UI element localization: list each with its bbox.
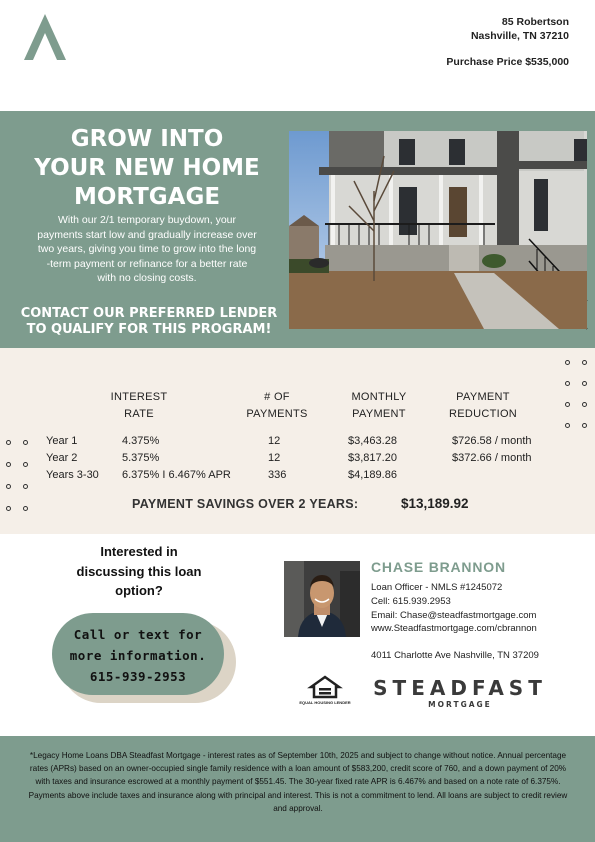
header-text: PAYMENT bbox=[352, 408, 406, 420]
row-label: Year 2 bbox=[46, 452, 78, 464]
address-line-1: 85 Robertson bbox=[501, 16, 569, 28]
pill-line: Call or text for bbox=[73, 627, 203, 642]
hero-body-line: with no closing costs. bbox=[97, 272, 197, 284]
interested-line: Interested in bbox=[100, 544, 178, 559]
row-payments: 12 bbox=[268, 435, 281, 447]
row-payments: 336 bbox=[268, 469, 287, 481]
a-shaped-logo-icon bbox=[24, 14, 66, 60]
property-address bbox=[471, 15, 569, 43]
hero-band bbox=[0, 111, 595, 348]
disclaimer-footer bbox=[0, 736, 595, 842]
hero-title bbox=[12, 125, 282, 212]
row-reduction: $372.66 / month bbox=[452, 452, 532, 464]
hero-title-line: MORTGAGE bbox=[73, 184, 221, 210]
equal-housing-lender-icon bbox=[299, 676, 351, 706]
loan-officer-name: CHASE BRANNON bbox=[371, 559, 506, 575]
cta-line: TO QUALIFY FOR THIS PROGRAM! bbox=[26, 322, 272, 337]
loan-officer-cell[interactable]: Cell: 615.939.2953 bbox=[371, 596, 451, 607]
row-rate: 6.375% I 6.467% APR bbox=[122, 469, 231, 481]
pill-line: more information. bbox=[69, 648, 207, 663]
row-label: Years 3-30 bbox=[46, 469, 99, 481]
eho-label: EQUAL HOUSING LENDER bbox=[299, 700, 351, 705]
header-text: MONTHLY bbox=[351, 391, 407, 403]
loan-officer-email[interactable]: Email: Chase@steadfastmortgage.com bbox=[371, 610, 537, 621]
header-text: PAYMENTS bbox=[246, 408, 308, 420]
phone-number[interactable]: 615-939-2953 bbox=[89, 669, 187, 684]
header-text: PAYMENT bbox=[456, 391, 510, 403]
header-text: INTEREST bbox=[110, 391, 168, 403]
address-line-2: Nashville, TN 37210 bbox=[470, 30, 569, 42]
call-or-text-button[interactable] bbox=[52, 613, 224, 695]
savings-value: $13,189.92 bbox=[401, 496, 469, 511]
hero-title-line: YOUR NEW HOME bbox=[34, 155, 260, 181]
header-payment-reduction bbox=[440, 389, 526, 423]
row-rate: 4.375% bbox=[122, 435, 160, 447]
header-text: REDUCTION bbox=[448, 408, 518, 420]
loan-officer-avatar bbox=[284, 561, 360, 637]
hero-call-to-action bbox=[8, 306, 290, 338]
loan-officer-website[interactable]: www.Steadfastmortgage.com/cbrannon bbox=[371, 623, 537, 634]
row-rate: 5.375% bbox=[122, 452, 160, 464]
header-text: RATE bbox=[124, 408, 154, 420]
row-label: Year 1 bbox=[46, 435, 78, 447]
cta-line: CONTACT OUR PREFERRED LENDER bbox=[20, 306, 278, 321]
row-monthly: $3,817.20 bbox=[348, 452, 397, 464]
rate-table-section bbox=[0, 348, 595, 534]
hero-body-line: two years, giving you time to grow into the long bbox=[37, 243, 257, 255]
row-reduction: $726.58 / month bbox=[452, 435, 532, 447]
row-monthly: $3,463.28 bbox=[348, 435, 397, 447]
row-monthly: $4,189.86 bbox=[348, 469, 397, 481]
header-number-of-payments bbox=[238, 389, 316, 423]
interested-heading bbox=[52, 542, 226, 601]
header-monthly-payment bbox=[340, 389, 418, 423]
header-text: # OF bbox=[264, 391, 290, 403]
hero-body-line: With our 2/1 temporary buydown, your bbox=[58, 214, 236, 226]
loan-officer-title: Loan Officer - NMLS #1245072 bbox=[371, 582, 503, 593]
steadfast-logo bbox=[370, 677, 550, 709]
header-interest-rate bbox=[100, 389, 178, 423]
purchase-price: Purchase Price $535,000 bbox=[446, 56, 569, 68]
interested-line: discussing this loan bbox=[76, 563, 202, 579]
decorative-dots-right bbox=[565, 360, 595, 430]
hero-body-line: payments start low and gradually increase over bbox=[37, 228, 257, 241]
interested-line: option? bbox=[115, 583, 163, 598]
hero-body-line: -term payment or refinance for a better rate bbox=[46, 257, 248, 270]
hero-title-line: GROW INTO bbox=[70, 126, 224, 152]
savings-label: PAYMENT SAVINGS OVER 2 YEARS: bbox=[132, 497, 359, 511]
row-payments: 12 bbox=[268, 452, 281, 464]
decorative-dots-left bbox=[6, 440, 36, 510]
disclaimer-text: *Legacy Home Loans DBA Steadfast Mortgage - interest rates as of September 10th, 2025 and subject to change without notice. Annual percentage rates (APRs) based on an owner-occupied single family residence with a loan amount of $583,200, credit score of 760, and a down payment of 20% with taxes and insurance escrowed at a monthly payment of $551.45. The 30-year fixed rate APR is 6.467% and based on a note rate of 6.375%. Payments above include taxes and insurance along with principal and interest. This is not a commitment to lend. All loans are subject to credit review and approval. bbox=[28, 751, 568, 813]
brand-subtitle: MORTGAGE bbox=[428, 700, 492, 709]
house-photo bbox=[289, 131, 587, 329]
office-address: 4011 Charlotte Ave Nashville, TN 37209 bbox=[371, 650, 539, 661]
brand-name: STEADFAST bbox=[373, 676, 547, 700]
hero-description bbox=[12, 213, 282, 286]
